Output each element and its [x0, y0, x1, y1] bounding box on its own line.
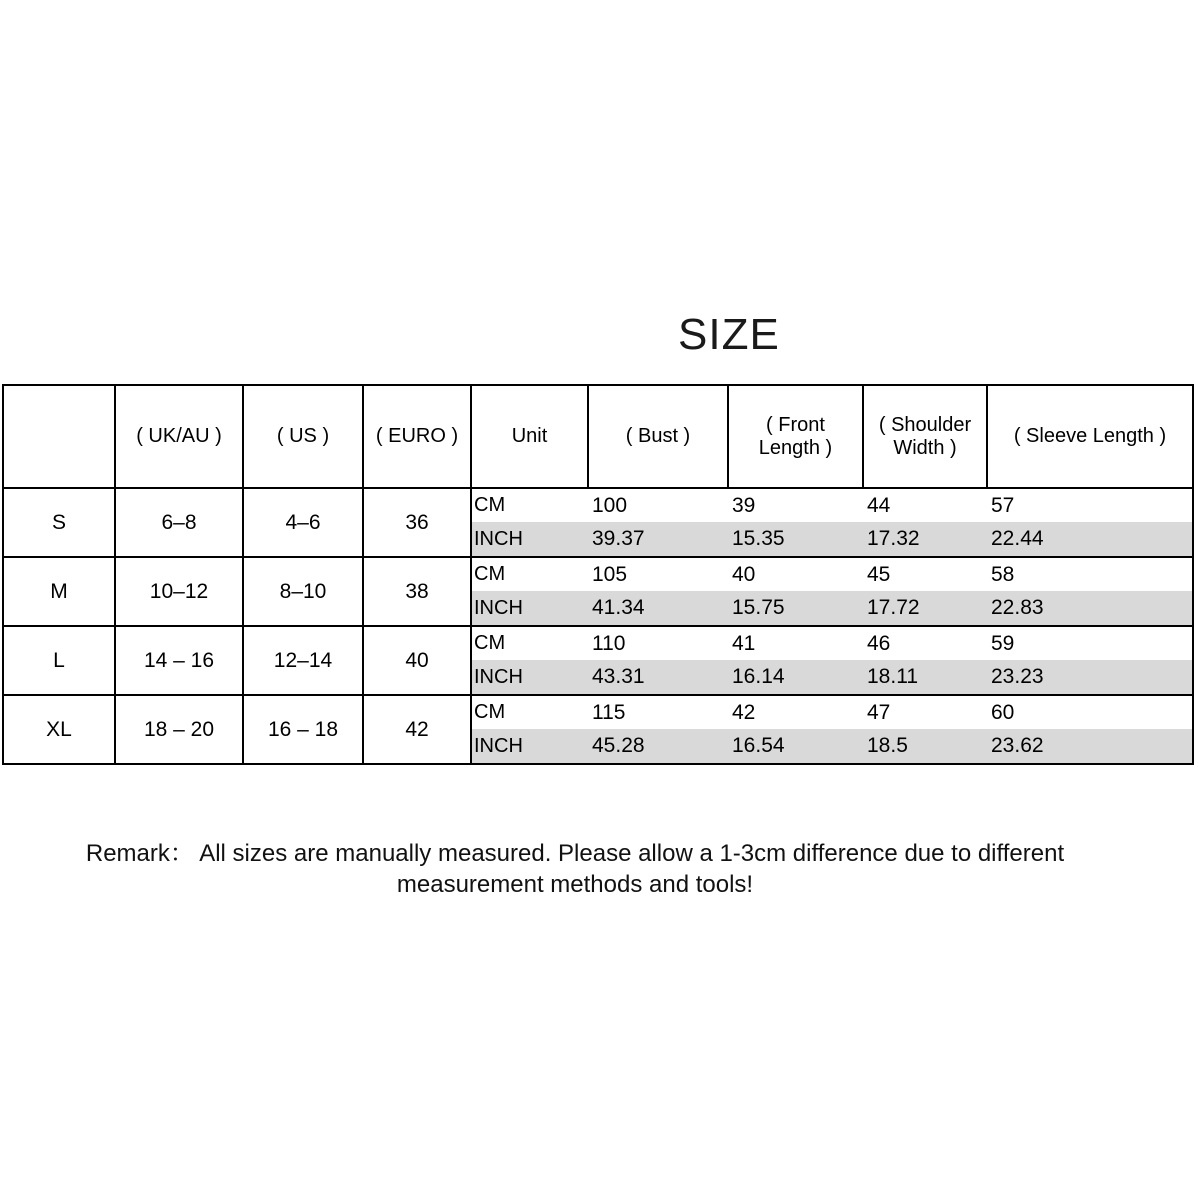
table-row-l-cm [3, 626, 1193, 660]
unit-label-cm: CM [471, 626, 588, 660]
bust-cm-l: 110 [588, 626, 728, 660]
us-value-s: 4–6 [243, 488, 363, 557]
front-length-cm-xl: 42 [728, 695, 863, 729]
ukau-value-xl: 18 – 20 [115, 695, 243, 764]
bust-inch-xl: 45.28 [588, 729, 728, 764]
euro-value-s: 36 [363, 488, 471, 557]
shoulder-width-inch-m: 17.72 [863, 591, 987, 626]
header-row [3, 385, 1193, 488]
bust-inch-l: 43.31 [588, 660, 728, 695]
size-label-m: M [3, 557, 115, 626]
shoulder-width-inch-xl: 18.5 [863, 729, 987, 764]
table-row-xl-cm [3, 695, 1193, 729]
sleeve-length-cm-l: 59 [987, 626, 1193, 660]
header-empty [3, 385, 115, 488]
front-length-inch-m: 15.75 [728, 591, 863, 626]
shoulder-width-cm-m: 45 [863, 557, 987, 591]
header-shoulder-width: ( Shoulder Width ) [863, 385, 987, 488]
remark-label: Remark： [85, 840, 194, 867]
header-ukau: ( UK/AU ) [115, 385, 243, 488]
shoulder-width-cm-l: 46 [863, 626, 987, 660]
table-row-s-cm [3, 488, 1193, 522]
sleeve-length-inch-m: 22.83 [987, 591, 1193, 626]
ukau-value-m: 10–12 [115, 557, 243, 626]
unit-label-cm: CM [471, 488, 588, 522]
front-length-cm-m: 40 [728, 557, 863, 591]
ukau-value-s: 6–8 [115, 488, 243, 557]
shoulder-width-inch-s: 17.32 [863, 522, 987, 557]
header-bust: ( Bust ) [588, 385, 728, 488]
front-length-inch-xl: 16.54 [728, 729, 863, 764]
size-chart-table [2, 384, 1194, 765]
us-value-xl: 16 – 18 [243, 695, 363, 764]
unit-label-cm: CM [471, 695, 588, 729]
us-value-m: 8–10 [243, 557, 363, 626]
header-sleeve-length: ( Sleeve Length ) [987, 385, 1193, 488]
unit-label-cm: CM [471, 557, 588, 591]
euro-value-m: 38 [363, 557, 471, 626]
front-length-cm-l: 41 [728, 626, 863, 660]
unit-label-inch: INCH [471, 522, 588, 557]
header-front-length: ( Front Length ) [728, 385, 863, 488]
bust-cm-xl: 115 [588, 695, 728, 729]
euro-value-l: 40 [363, 626, 471, 695]
sleeve-length-cm-m: 58 [987, 557, 1193, 591]
unit-label-inch: INCH [471, 729, 588, 764]
sleeve-length-cm-xl: 60 [987, 695, 1193, 729]
shoulder-width-inch-l: 18.11 [863, 660, 987, 695]
bust-inch-s: 39.37 [588, 522, 728, 557]
size-label-s: S [3, 488, 115, 557]
sleeve-length-cm-s: 57 [987, 488, 1193, 522]
front-length-inch-l: 16.14 [728, 660, 863, 695]
bust-cm-s: 100 [588, 488, 728, 522]
table-row-m-cm [3, 557, 1193, 591]
header-us: ( US ) [243, 385, 363, 488]
page-title: SIZE [678, 310, 780, 359]
header-unit: Unit [471, 385, 588, 488]
bust-cm-m: 105 [588, 557, 728, 591]
sleeve-length-inch-l: 23.23 [987, 660, 1193, 695]
remark-body: All sizes are manually measured. Please allow a 1-3cm difference due to different measurement methods and tools! [199, 840, 1065, 898]
sleeve-length-inch-xl: 23.62 [987, 729, 1193, 764]
remark-text [15, 838, 1135, 900]
header-euro: ( EURO ) [363, 385, 471, 488]
front-length-inch-s: 15.35 [728, 522, 863, 557]
unit-label-inch: INCH [471, 591, 588, 626]
unit-label-inch: INCH [471, 660, 588, 695]
shoulder-width-cm-s: 44 [863, 488, 987, 522]
size-label-l: L [3, 626, 115, 695]
us-value-l: 12–14 [243, 626, 363, 695]
shoulder-width-cm-xl: 47 [863, 695, 987, 729]
sleeve-length-inch-s: 22.44 [987, 522, 1193, 557]
size-label-xl: XL [3, 695, 115, 764]
euro-value-xl: 42 [363, 695, 471, 764]
ukau-value-l: 14 – 16 [115, 626, 243, 695]
front-length-cm-s: 39 [728, 488, 863, 522]
bust-inch-m: 41.34 [588, 591, 728, 626]
